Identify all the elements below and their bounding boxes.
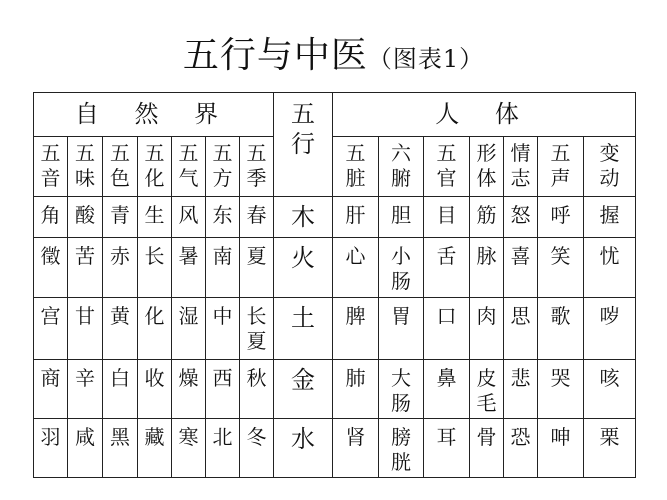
nature-cell: 化: [138, 297, 172, 359]
human-cell: 胃: [379, 297, 424, 359]
table-row: [34, 297, 636, 359]
human-cell: 笑: [538, 238, 584, 297]
nature-cell: 藏: [138, 418, 172, 477]
nature-cell: 东: [206, 197, 240, 238]
nature-cell: 寒: [172, 418, 206, 477]
human-cell: 栗: [584, 418, 636, 477]
nature-cell: 宫: [34, 297, 68, 359]
header-element: [274, 93, 333, 197]
human-cell: 心: [333, 238, 379, 297]
nature-column-header: 五 气: [172, 137, 206, 197]
nature-cell: 暑: [172, 238, 206, 297]
human-cell: 脉: [470, 238, 504, 297]
human-cell: 口: [424, 297, 470, 359]
table-row: [34, 418, 636, 477]
nature-cell: 南: [206, 238, 240, 297]
table-row: [34, 359, 636, 418]
human-cell: 哭: [538, 359, 584, 418]
nature-column-header: 五 季: [240, 137, 274, 197]
human-cell: 鼻: [424, 359, 470, 418]
five-elements-table: [33, 92, 636, 478]
human-cell: 膀 胱: [379, 418, 424, 477]
human-column-header: 形 体: [470, 137, 504, 197]
nature-cell: 长: [138, 238, 172, 297]
nature-column-header: 五 味: [68, 137, 103, 197]
human-cell: 呼: [538, 197, 584, 238]
human-cell: 脾: [333, 297, 379, 359]
human-cell: 歌: [538, 297, 584, 359]
human-column-header: 五 官: [424, 137, 470, 197]
human-cell: 筋: [470, 197, 504, 238]
human-column-header: 变 动: [584, 137, 636, 197]
element-cell: 木: [274, 197, 333, 238]
human-cell: 肾: [333, 418, 379, 477]
human-column-header: 情 志: [504, 137, 538, 197]
human-cell: 大 肠: [379, 359, 424, 418]
human-cell: 小 肠: [379, 238, 424, 297]
page-title: [0, 34, 667, 81]
nature-cell: 冬: [240, 418, 274, 477]
nature-cell: 羽: [34, 418, 68, 477]
title-main: 五行与中医: [182, 35, 368, 76]
human-cell: 喜: [504, 238, 538, 297]
element-cell: 土: [274, 297, 333, 359]
element-cell: 火: [274, 238, 333, 297]
nature-cell: 角: [34, 197, 68, 238]
human-cell: 呻: [538, 418, 584, 477]
nature-cell: 收: [138, 359, 172, 418]
nature-cell: 湿: [172, 297, 206, 359]
nature-cell: 黄: [103, 297, 138, 359]
nature-cell: 春: [240, 197, 274, 238]
human-cell: 思: [504, 297, 538, 359]
nature-column-header: 五 音: [34, 137, 68, 197]
nature-cell: 风: [172, 197, 206, 238]
header-group-row: [34, 93, 636, 137]
human-cell: 肺: [333, 359, 379, 418]
nature-cell: 咸: [68, 418, 103, 477]
human-cell: 舌: [424, 238, 470, 297]
header-nature: 自 然 界: [34, 93, 274, 137]
header-human: 人 体: [333, 93, 636, 137]
human-cell: 耳: [424, 418, 470, 477]
element-cell: 水: [274, 418, 333, 477]
nature-cell: 秋: [240, 359, 274, 418]
nature-cell: 生: [138, 197, 172, 238]
human-cell: 哕: [584, 297, 636, 359]
human-cell: 肉: [470, 297, 504, 359]
nature-column-header: 五 化: [138, 137, 172, 197]
nature-cell: 燥: [172, 359, 206, 418]
nature-cell: 北: [206, 418, 240, 477]
human-cell: 目: [424, 197, 470, 238]
nature-column-header: 五 色: [103, 137, 138, 197]
human-cell: 胆: [379, 197, 424, 238]
human-column-header: 五 声: [538, 137, 584, 197]
nature-cell: 徵: [34, 238, 68, 297]
nature-cell: 长 夏: [240, 297, 274, 359]
nature-cell: 商: [34, 359, 68, 418]
nature-cell: 甘: [68, 297, 103, 359]
human-cell: 忧: [584, 238, 636, 297]
human-cell: 悲: [504, 359, 538, 418]
human-cell: 骨: [470, 418, 504, 477]
nature-cell: 苦: [68, 238, 103, 297]
header-column-row: [34, 137, 636, 197]
human-column-header: 六 腑: [379, 137, 424, 197]
nature-cell: 赤: [103, 238, 138, 297]
nature-cell: 白: [103, 359, 138, 418]
nature-cell: 青: [103, 197, 138, 238]
human-column-header: 五 脏: [333, 137, 379, 197]
human-cell: 怒: [504, 197, 538, 238]
table-row: [34, 197, 636, 238]
human-cell: 皮 毛: [470, 359, 504, 418]
human-cell: 肝: [333, 197, 379, 238]
title-subtitle: （图表1）: [367, 45, 485, 73]
human-cell: 恐: [504, 418, 538, 477]
nature-column-header: 五 方: [206, 137, 240, 197]
nature-cell: 辛: [68, 359, 103, 418]
human-cell: 握: [584, 197, 636, 238]
nature-cell: 夏: [240, 238, 274, 297]
nature-cell: 中: [206, 297, 240, 359]
element-cell: 金: [274, 359, 333, 418]
table-row: [34, 238, 636, 297]
nature-cell: 黑: [103, 418, 138, 477]
nature-cell: 西: [206, 359, 240, 418]
nature-cell: 酸: [68, 197, 103, 238]
human-cell: 咳: [584, 359, 636, 418]
header-element-text: 五 行: [291, 100, 315, 158]
